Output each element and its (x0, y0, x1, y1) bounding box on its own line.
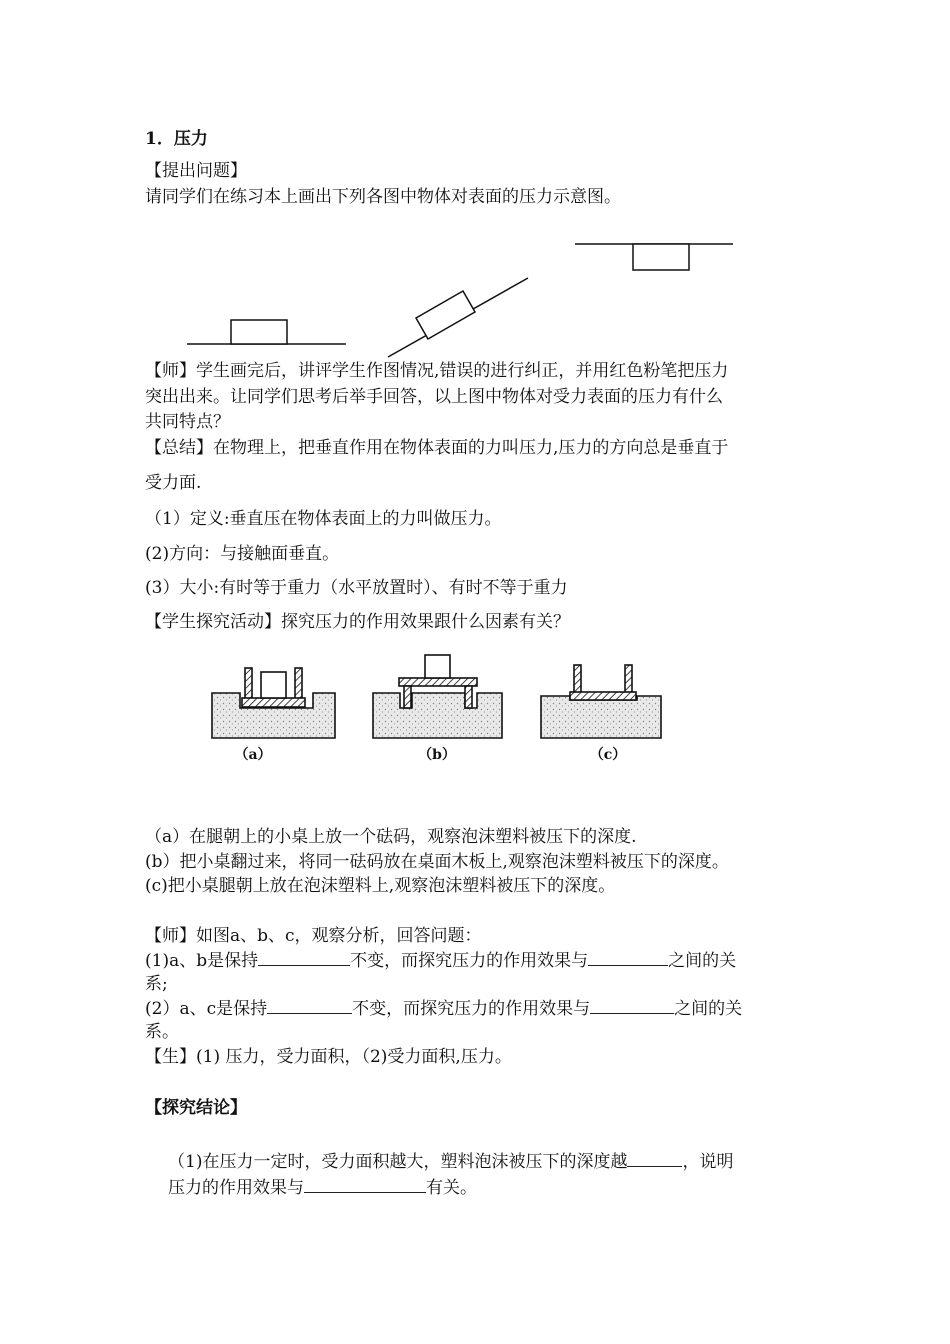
q1-blank-2[interactable] (588, 949, 668, 966)
step-a: （a）在腿朝上的小桌上放一个砝码，观察泡沫塑料被压下的深度. (145, 827, 637, 847)
magnitude: (3）大小:有时等于重力（水平放置时）、有时不等于重力 (145, 578, 568, 598)
definition: （1）定义:垂直压在物体表面上的力叫做压力。 (145, 509, 502, 529)
q1-pre: (1)a、b是保持 (145, 951, 259, 971)
question-2 (145, 997, 742, 1020)
table-top-a (242, 698, 305, 707)
step-c: (c)把小桌腿朝上放在泡沫塑料上,观察泡沫塑料被压下的深度。 (145, 876, 616, 896)
c2-post: 有关。 (426, 1178, 477, 1198)
conclusion-line-1 (168, 1150, 733, 1173)
q1-blank-1[interactable] (258, 949, 350, 966)
label-a: （a） (234, 747, 272, 763)
table-leg-a-right (295, 668, 302, 700)
foam-b (373, 693, 502, 738)
table-top-c (570, 692, 636, 700)
table-leg-c-left (574, 665, 581, 695)
q2-blank-2[interactable] (590, 997, 674, 1014)
c2-pre: 压力的作用效果与 (168, 1178, 304, 1198)
label-c: （c） (589, 747, 627, 763)
question-tag: 【提出问题】 (145, 161, 247, 181)
conclusion-line-2 (168, 1176, 477, 1199)
question-text: 请同学们在练习本上画出下列各图中物体对表面的压力示意图。 (145, 187, 621, 207)
foam-c (541, 696, 661, 738)
activity-heading: 【学生探究活动】探究压力的作用效果跟什么因素有关？ (145, 612, 570, 632)
weight-a (261, 672, 286, 698)
label-b: （b） (418, 747, 456, 763)
q2-post: 之间的关 (674, 999, 743, 1019)
question-1 (145, 949, 736, 972)
weight-b (425, 655, 450, 678)
table-leg-b-left (404, 686, 411, 708)
c1-post: ，说明 (682, 1152, 734, 1172)
q1-post: 之间的关 (668, 951, 737, 971)
summary-line-2: 受力面. (145, 473, 202, 493)
c2-blank[interactable] (304, 1176, 426, 1193)
table-leg-c-right (625, 665, 632, 695)
conclusion-heading: 【探究结论】 (145, 1098, 247, 1118)
teacher-intro: 【师】如图a、b、c，观察分析，回答问题： (145, 926, 482, 946)
summary-line-1: 【总结】在物理上，把垂直作用在物体表面的力叫压力,压力的方向总是垂直于 (145, 438, 729, 458)
question-1-end: 系; (145, 974, 168, 994)
table-top-b (399, 678, 477, 686)
q1-mid: 不变，而探究压力的作用效果与 (350, 951, 589, 971)
c1-pre: （1)在压力一定时，受力面积越大，塑料泡沫被压下的深度越 (168, 1152, 628, 1172)
q2-mid: 不变，而探究压力的作用效果与 (352, 999, 591, 1019)
table-leg-a-left (245, 668, 252, 700)
student-answer: 【生】(1) 压力，受力面积，（2)受力面积,压力。 (145, 1047, 512, 1067)
step-b: (b）把小桌翻过来，将同一砝码放在桌面木板上,观察泡沫塑料被压下的深度。 (145, 852, 729, 872)
teacher-comment-line-2: 突出出来。让同学们思考后举手回答，以上图中物体对受力表面的压力有什么 (145, 387, 723, 407)
q2-blank-1[interactable] (267, 997, 352, 1014)
teacher-comment-line-1: 【师】学生画完后，讲评学生作图情况,错误的进行纠正，并用红色粉笔把压力 (145, 361, 729, 381)
question-2-end: 系。 (145, 1022, 179, 1042)
direction: (2)方向：与接触面垂直。 (145, 544, 340, 564)
c1-blank[interactable] (627, 1150, 682, 1167)
teacher-comment-line-3: 共同特点？ (145, 412, 230, 432)
table-leg-b-right (465, 686, 472, 708)
q2-pre: (2）a、c是保持 (145, 999, 268, 1019)
section-heading: 1．压力 (145, 129, 208, 149)
